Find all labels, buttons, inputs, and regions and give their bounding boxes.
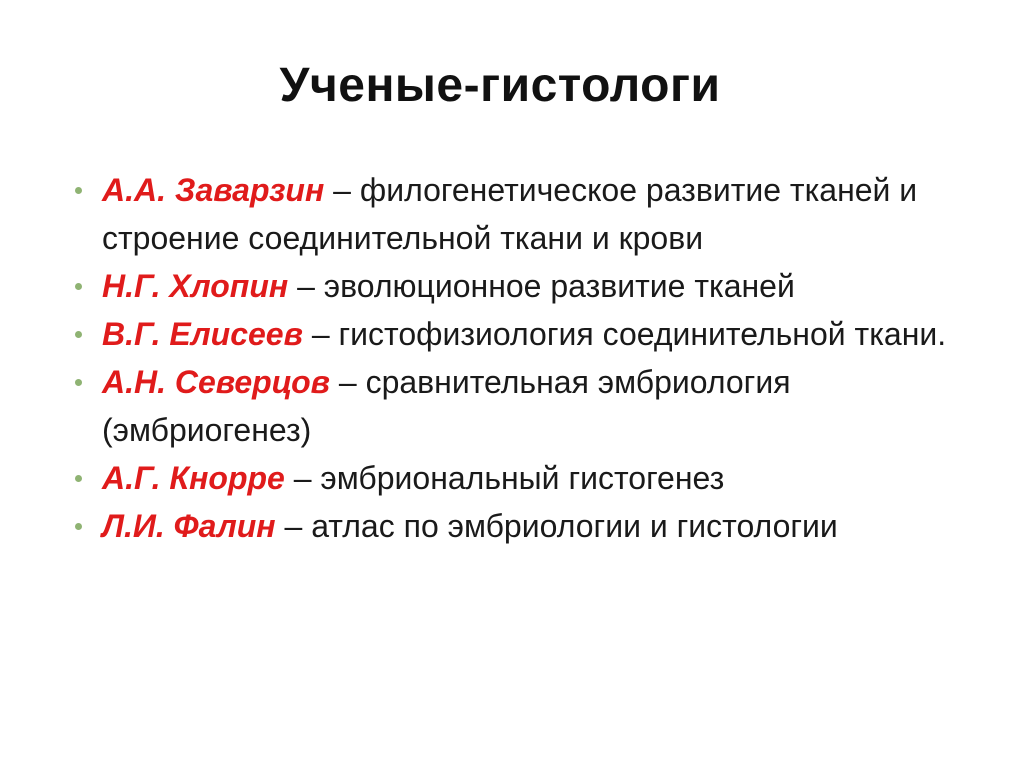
scientist-name: А.Н. Северцов bbox=[102, 364, 330, 400]
scientist-description: – филогенетическое развитие тканей и строение соединительной ткани и крови bbox=[102, 172, 918, 256]
scientist-name: А.Г. Кнорре bbox=[102, 460, 285, 496]
scientist-name: Л.И. Фалин bbox=[102, 508, 276, 544]
scientist-description: – эмбриональный гистогенез bbox=[284, 460, 725, 496]
scientist-description: – сравнительная эмбриология (эмбриогенез) bbox=[102, 364, 791, 448]
list-item bbox=[72, 310, 982, 358]
list-item bbox=[72, 454, 982, 502]
slide-title: Ученые-гистологи bbox=[279, 59, 721, 112]
scientist-description: – атлас по эмбриологии и гистологии bbox=[275, 508, 838, 544]
scientist-name: В.Г. Елисеев bbox=[102, 316, 303, 352]
list-item bbox=[72, 262, 982, 310]
scientist-description: – гистофизиология соединительной ткани. bbox=[302, 316, 947, 352]
bullet-dot-icon bbox=[75, 379, 82, 386]
bullet-dot-icon bbox=[75, 331, 82, 338]
list-item bbox=[72, 358, 982, 454]
bullet-dot-icon bbox=[75, 523, 82, 530]
bullet-dot-icon bbox=[75, 187, 82, 194]
bullet-dot-icon bbox=[75, 283, 82, 290]
list-item bbox=[72, 166, 982, 262]
bullet-dot-icon bbox=[75, 475, 82, 482]
scientist-list bbox=[72, 166, 982, 550]
scientist-name: Н.Г. Хлопин bbox=[102, 268, 289, 304]
scientist-name: А.А. Заварзин bbox=[102, 172, 325, 208]
list-item bbox=[72, 502, 982, 550]
scientist-description: – эволюционное развитие тканей bbox=[288, 268, 795, 304]
